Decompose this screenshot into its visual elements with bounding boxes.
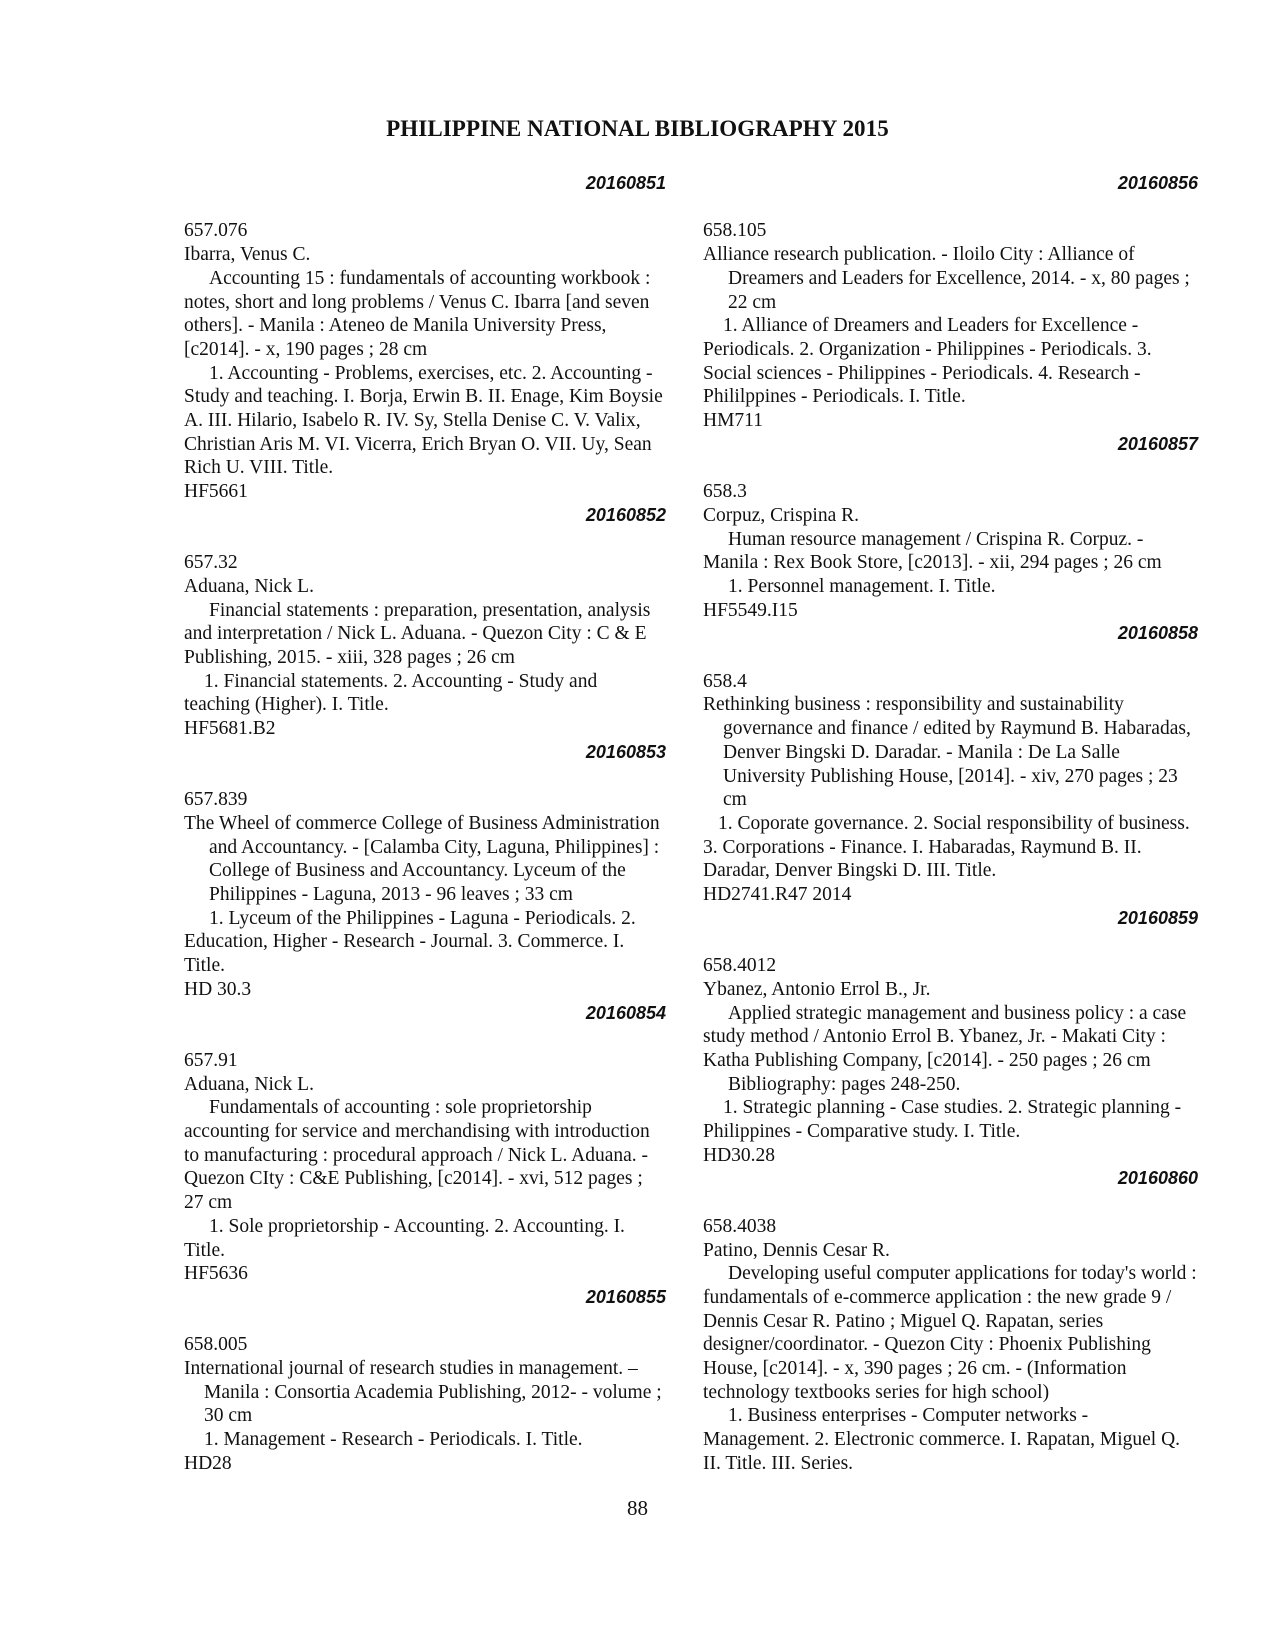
call-number: HF5549.I15 (703, 599, 798, 621)
entry-number: 20160855 (585, 1286, 666, 1307)
main-entry: Ibarra, Venus C. (184, 244, 311, 266)
entry-number: 20160852 (585, 504, 666, 525)
call-number: HF5636 (184, 1263, 248, 1285)
title-statement: The Wheel of commerce College of Business Administration and Accountancy. - [Calamba City, Laguna, Philippines] : College of Business and Accountancy. Lyceum of the Philippines - Laguna, 2013 - 96 leaves ; 33 cm (184, 812, 660, 906)
bibliography-entry (184, 741, 666, 1002)
title-statement: Fundamentals of accounting : sole proprietorship accounting for service and merchandising with introduction to manufacturing : procedural approach / Nick L. Aduana. - Quezon CIty : C&E Publishing, [c2014]. - xvi, 512 pages ; 27 cm (184, 1097, 650, 1214)
title-statement: International journal of research studies in management. – Manila : Consortia Academia Publishing, 2012- - volume ; 30 cm (184, 1358, 662, 1427)
subject-headings: 1. Business enterprises - Computer networks - Management. 2. Electronic commerce. I. Rapatan, Miguel Q. II. Title. III. Series. (703, 1405, 1181, 1474)
bibliography-entry (703, 172, 1198, 433)
bibliography-entry (184, 504, 666, 741)
left-column (184, 172, 666, 1476)
entry-number: 20160854 (585, 1002, 666, 1023)
call-number: HD2741.R47 2014 (703, 884, 852, 906)
title-statement: Developing useful computer applications for today's world : fundamentals of e-commerce application : the new grade 9 / Dennis Cesar R. Patino ; Miguel Q. Rapatan, series designer/coordinator. - Quezon City : Phoenix Publishing House, [c2014]. - x, 390 pages ; 26 cm. - (Information technology textbooks series for high school) (703, 1263, 1197, 1403)
title-statement: Accounting 15 : fundamentals of accounting workbook : notes, short and long problems / Venus C. Ibarra [and seven others]. - Manila : Ateneo de Manila University Press, [c2014]. - x, 190 pages ; 28 cm (184, 267, 651, 360)
call-number: HM711 (703, 410, 763, 432)
class-number: 657.32 (184, 552, 238, 574)
call-number: HD30.28 (703, 1144, 776, 1166)
entry-number: 20160859 (1117, 907, 1198, 928)
call-number: HD28 (184, 1452, 232, 1474)
class-number: 657.91 (184, 1049, 238, 1071)
bibliography-entry (703, 1167, 1198, 1475)
entry-number: 20160857 (1117, 433, 1198, 454)
entry-number: 20160858 (1117, 623, 1198, 644)
page-number: 88 (627, 1496, 648, 1520)
bibliography-entry (703, 433, 1198, 623)
bibliography-entry (703, 622, 1198, 906)
call-number: HF5681.B2 (184, 718, 276, 740)
bibliography-note: Bibliography: pages 248-250. (728, 1073, 961, 1095)
right-column (703, 172, 1198, 1476)
subject-headings: 1. Management - Research - Periodicals. I. Title. (204, 1429, 583, 1451)
main-entry: Aduana, Nick L. (184, 1073, 314, 1095)
class-number: 657.839 (184, 789, 248, 811)
subject-headings: 1. Personnel management. I. Title. (728, 575, 996, 597)
subject-headings: 1. Financial statements. 2. Accounting - Study and teaching (Higher). I. Title. (184, 670, 598, 716)
class-number: 657.076 (184, 220, 248, 242)
bibliography-entry (703, 907, 1198, 1168)
title-statement: Alliance research publication. - Iloilo City : Alliance of Dreamers and Leaders for Excellence, 2014. - x, 80 pages ; 22 cm (703, 244, 1190, 313)
subject-headings: 1. Sole proprietorship - Accounting. 2. Accounting. I. Title. (184, 1215, 625, 1261)
main-entry: Patino, Dennis Cesar R. (703, 1239, 890, 1261)
class-number: 658.005 (184, 1334, 248, 1356)
main-entry: Ybanez, Antonio Errol B., Jr. (703, 978, 931, 1000)
entry-number: 20160856 (1117, 173, 1198, 193)
page-title: PHILIPPINE NATIONAL BIBLIOGRAPHY 2015 (386, 116, 889, 141)
class-number: 658.4012 (703, 955, 777, 977)
main-entry: Corpuz, Crispina R. (703, 504, 859, 526)
bibliography-entry (184, 1286, 666, 1476)
subject-headings: 1. Coporate governance. 2. Social responsibility of business. 3. Corporations - Finance. I. Habaradas, Raymund B. II. Daradar, Denver Bingski D. III. Title. (703, 812, 1190, 882)
bibliography-entry (184, 172, 666, 504)
entry-number: 20160851 (585, 173, 666, 193)
title-statement: Applied strategic management and business policy : a case study method / Antonio Errol B. Ybanez, Jr. - Makati City : Katha Publishing Company, [c2014]. - 250 pages ; 26 cm (703, 1002, 1187, 1071)
call-number: HF5661 (184, 481, 248, 503)
call-number: HD 30.3 (184, 978, 252, 1000)
entry-number: 20160860 (1117, 1168, 1198, 1189)
title-statement: Rethinking business : responsibility and sustainability governance and finance / edited by Raymund B. Habaradas, Denver Bingski D. Daradar. - Manila : De La Salle University Publishing House, [2014]. - xiv, 270 pages ; 23 cm (703, 694, 1191, 811)
bibliography-entry (184, 1002, 666, 1286)
title-statement: Financial statements : preparation, presentation, analysis and interpretation / Nick L. Aduana. - Quezon City : C & E Publishing, 2015. - xiii, 328 pages ; 26 cm (184, 599, 651, 669)
subject-headings: 1. Strategic planning - Case studies. 2. Strategic planning - Philippines - Comparative study. I. Title. (703, 1097, 1182, 1143)
class-number: 658.4038 (703, 1215, 777, 1237)
class-number: 658.3 (703, 481, 747, 503)
entry-number: 20160853 (585, 741, 666, 762)
main-entry: Aduana, Nick L. (184, 575, 314, 597)
subject-headings: 1. Lyceum of the Philippines - Laguna - Periodicals. 2. Education, Higher - Research - Journal. 3. Commerce. I. Title. (184, 907, 636, 977)
class-number: 658.4 (703, 670, 747, 692)
title-statement: Human resource management / Crispina R. Corpuz. - Manila : Rex Book Store, [c2013]. - xii, 294 pages ; 26 cm (703, 528, 1162, 574)
subject-headings: 1. Alliance of Dreamers and Leaders for Excellence - Periodicals. 2. Organization - Philippines - Periodicals. 3. Social sciences - Philippines - Periodicals. 4. Research - Phililppines - Periodicals. I. Title. (703, 315, 1152, 408)
class-number: 658.105 (703, 220, 767, 242)
subject-headings: 1. Accounting - Problems, exercises, etc. 2. Accounting - Study and teaching. I. Borja, Erwin B. II. Enage, Kim Boysie A. III. Hilario, Isabelo R. IV. Sy, Stella Denise C. V. Valix, Christian Aris M. VI. Vicerra, Erich Bryan O. VII. Uy, Sean Rich U. VIII. Title. (184, 362, 663, 479)
